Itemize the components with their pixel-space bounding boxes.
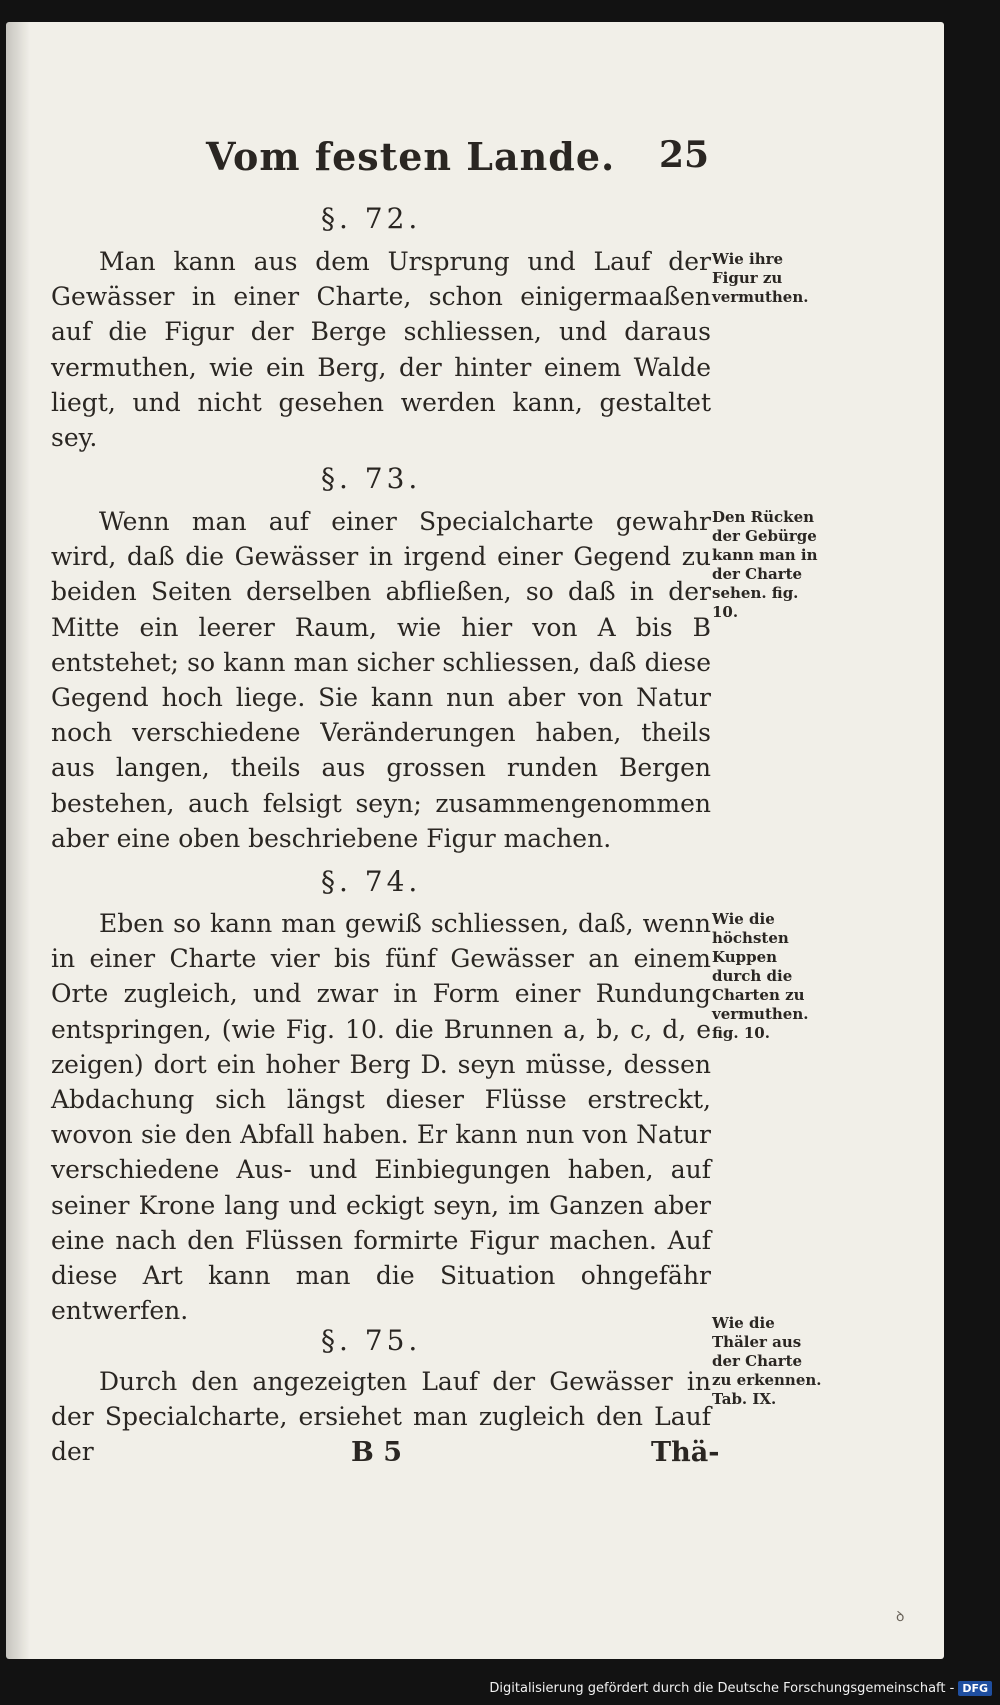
foot-mark: ꝺ	[896, 1609, 905, 1625]
catchword: Thä-	[651, 1437, 720, 1468]
digitization-credit	[489, 1677, 992, 1699]
margin-note-74: Wie die höchsten Kuppen durch die Charten zu vermuthen. fig. 10.	[712, 910, 809, 1042]
section-74-text: Eben so kann man gewiß schliessen, daß, wenn in einer Charte vier bis fünf Gewässer an einem Orte zugleich, und zwar in Form einer Rundung entspringen, (wie Fig. 10. die Brunnen a, b, c, d, e zeigen) dort ein hoher Berg D. seyn müsse, dessen Abdachung sich längst dieser Flüsse erstreckt, wovon sie den Abfall haben. Er kann nun von Natur verschiedene Aus- und Einbiegungen haben, auf seiner Krone lang und eckigt seyn, im Ganzen aber eine nach den Flüssen formirte Figur machen. Auf diese Art kann man die Situation ohngefähr entwerfen.	[51, 909, 711, 1326]
section-72-text: Man kann aus dem Ursprung und Lauf der Gewässer in einer Charte, schon einigermaaßen auf die Figur der Berge schliessen, und daraus vermuthen, wie ein Berg, der hinter einem Walde liegt, und nicht gesehen werden kann, gestaltet sey.	[51, 247, 711, 453]
margin-note-75: Wie die Thäler aus der Charte zu erkennen. Tab. IX.	[712, 1314, 822, 1408]
section-75-label: §. 75.	[321, 1324, 422, 1357]
section-75-text: Durch den angezeigten Lauf der Gewässer in der Specialcharte, ersiehet man zugleich den Lauf der	[51, 1367, 711, 1467]
running-title: Vom festen Lande.	[206, 134, 616, 179]
page-content	[6, 22, 944, 1659]
section-73-text: Wenn man auf einer Specialcharte gewahr wird, daß die Gewässer in irgend einer Gegend zu beiden Seiten derselben abfließen, so daß in der Mitte ein leerer Raum, wie hier von A bis B entstehet; so kann man sicher schliessen, daß diese Gegend hoch liege. Sie kann nun aber von Natur noch verschiedene Veränderungen haben, theils aus langen, theils aus grossen runden Bergen bestehen, auch felsigt seyn; zusammengenommen aber eine oben beschriebene Figur machen.	[51, 507, 711, 853]
section-72-label: §. 72.	[321, 202, 422, 235]
margin-note-72: Wie ihre Figur zu vermuthen.	[712, 250, 809, 306]
page-number: 25	[659, 134, 710, 176]
section-74-label: §. 74.	[321, 865, 422, 898]
section-73-label: §. 73.	[321, 462, 422, 495]
credit-text: Digitalisierung gefördert durch die Deutsche Forschungsgemeinschaft -	[489, 1680, 955, 1696]
margin-note-73: Den Rücken der Gebürge kann man in der Charte sehen. fig. 10.	[712, 508, 818, 621]
signature-mark: B 5	[351, 1437, 403, 1468]
book-page	[6, 22, 944, 1659]
dfg-logo: DFG	[958, 1681, 992, 1696]
